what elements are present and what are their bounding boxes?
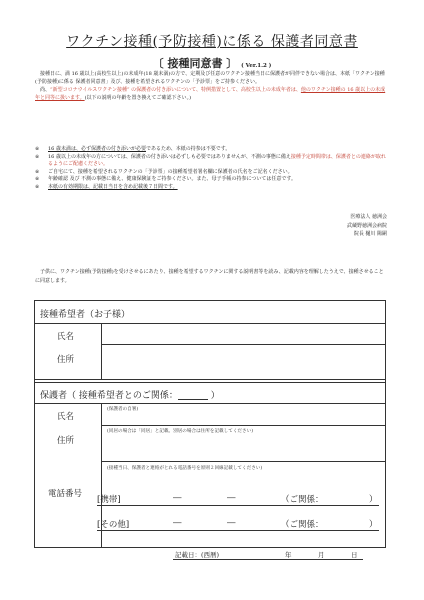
intro-paragraph-1: 接種日に、満 16 歳以上(高校生以上)の未成年(18 歳未満)の方で、定期及び任意のワクチン接種当日に保護者が同伴できない場合は、本紙「ワクチン接種(予防接種)に係る 保護者同意書」及び、接種を希望されるワクチンの「予診票」をご持参ください。 xyxy=(35,71,385,85)
note-item xyxy=(35,146,387,154)
version-label: ( Ver.1.2 ) xyxy=(241,63,272,69)
phone-type: [その他] xyxy=(97,520,130,530)
phone-underline xyxy=(97,505,379,506)
date-year: 年 xyxy=(285,551,292,559)
divider xyxy=(35,323,385,324)
note-item xyxy=(35,176,387,184)
child-section-title: 接種希望者（お子様） xyxy=(40,310,131,320)
phone-dash: ― xyxy=(173,518,182,528)
phone-type: [携帯] xyxy=(97,495,121,505)
guardian-section-label: 保護者（ 接種希望者とのご関係： xyxy=(40,391,178,401)
date-line[interactable] xyxy=(173,550,363,560)
note-red-text: 接種予定時間帯は、保護者との連絡が取れるようにご配慮ください。 xyxy=(48,153,386,168)
guardian-name-note: (保護者の自署) xyxy=(107,407,139,412)
phone-row-mobile[interactable] xyxy=(97,493,379,505)
child-address-label: 住所 xyxy=(57,355,75,365)
phone-relation-close: ） xyxy=(369,520,378,530)
note-text-tail: であるため、本紙の持参は不要です。 xyxy=(145,146,231,152)
guardian-address-label: 住所 xyxy=(57,436,75,446)
subtitle-text: 〔 接種同意書 〕 xyxy=(152,57,238,70)
divider xyxy=(101,461,385,462)
note-mark: ※ xyxy=(35,183,40,190)
document-title: ワクチン接種(予防接種)に係る 保護者同意書 xyxy=(66,34,358,50)
note-underlined: 16 歳未満は、必ず保護者の付き添いが必要 xyxy=(48,146,146,152)
note-item xyxy=(35,184,387,192)
phone-label: 電話番号 xyxy=(48,489,83,499)
date-day: 日 xyxy=(351,551,358,559)
note-mark: ※ xyxy=(35,153,40,160)
note-underlined: 本紙の有効期限は、記載日当日を含め記載後７日間です。 xyxy=(48,183,178,190)
note-item xyxy=(35,154,387,169)
consent-form xyxy=(34,300,386,548)
consent-statement: 子供に、ワクチン接種(予防接種)を受けさせるにあたり、接種を希望するワクチンに関する説明書等を読み、記載内容を理解したうえで、接種させることに同意します。 xyxy=(35,269,384,284)
note-text: 年齢確認 及び 不測の事態に備え、健康保険証をご持参ください。また、母子手帳の持参については任意です。 xyxy=(48,176,296,183)
date-label: 記載日：(西暦) xyxy=(175,551,220,559)
divider xyxy=(101,344,385,345)
signature-block xyxy=(347,213,387,239)
phone-underline xyxy=(97,530,379,531)
guardian-section-close: ） xyxy=(210,391,220,401)
intro-p2-lead: 尚、 xyxy=(40,87,51,93)
child-name-label: 氏名 xyxy=(57,332,75,342)
divider xyxy=(35,382,385,383)
note-text: ご自宅にて、接種を希望されるワクチンの「予診票」の接種希望者署名欄に保護者の氏名をご記名ください。 xyxy=(48,168,293,175)
notes-list xyxy=(35,146,387,192)
intro-p2-red-underlined: 他のワクチン接種の 16 歳以上の未成年と同等に扱います。 xyxy=(35,87,386,101)
phone-dash: ― xyxy=(227,493,236,503)
note-text: 16 歳以上の未成年の方については、保護者の付き添いは必ずしも必要ではありませんが、不測の事態に備え xyxy=(48,153,291,160)
note-mark: ※ xyxy=(35,176,40,183)
divider xyxy=(35,379,385,380)
phone-row-other[interactable] xyxy=(97,518,379,530)
phone-dash: ― xyxy=(227,518,236,528)
guardian-section-title xyxy=(40,388,220,401)
guardian-name-label: 氏名 xyxy=(57,412,75,422)
intro-p2-red: “新型コロナウイルスワクチン接種” の保護者の付き添いについて、特例措置として、高校生以上の未成年者は、 xyxy=(50,87,301,93)
intro-paragraph-2 xyxy=(35,86,387,102)
phone-relation-close: ） xyxy=(369,495,378,505)
divider xyxy=(101,425,385,426)
phone-relation-label: （ご関係： xyxy=(281,520,324,530)
note-mark: ※ xyxy=(35,168,40,175)
divider xyxy=(35,403,385,404)
director-name: 院長 樋川 陽嗣 xyxy=(353,231,387,238)
intro-text xyxy=(35,70,387,102)
column-divider xyxy=(101,323,102,379)
phone-note: (接種当日、保護者と連絡がとれる電話番号を原則２回線記載してください) xyxy=(107,466,263,471)
hospital-name: 武蔵野徳洲会病院 xyxy=(346,222,387,229)
intro-p2-tail: (以下の説明の年齢を置き換えてご確認下さい。) xyxy=(84,95,192,101)
phone-relation-label: （ご関係： xyxy=(281,495,324,505)
note-mark: ※ xyxy=(35,146,40,152)
phone-dash: ― xyxy=(173,493,182,503)
relation-blank[interactable] xyxy=(178,390,208,400)
date-month: 月 xyxy=(318,551,325,559)
document-subtitle xyxy=(0,55,424,71)
org-name: 医療法人 徳洲会 xyxy=(350,214,387,220)
guardian-address-note: (同居の場合は「同居」と記載。別居の場合は住所を記載してください) xyxy=(107,429,253,434)
